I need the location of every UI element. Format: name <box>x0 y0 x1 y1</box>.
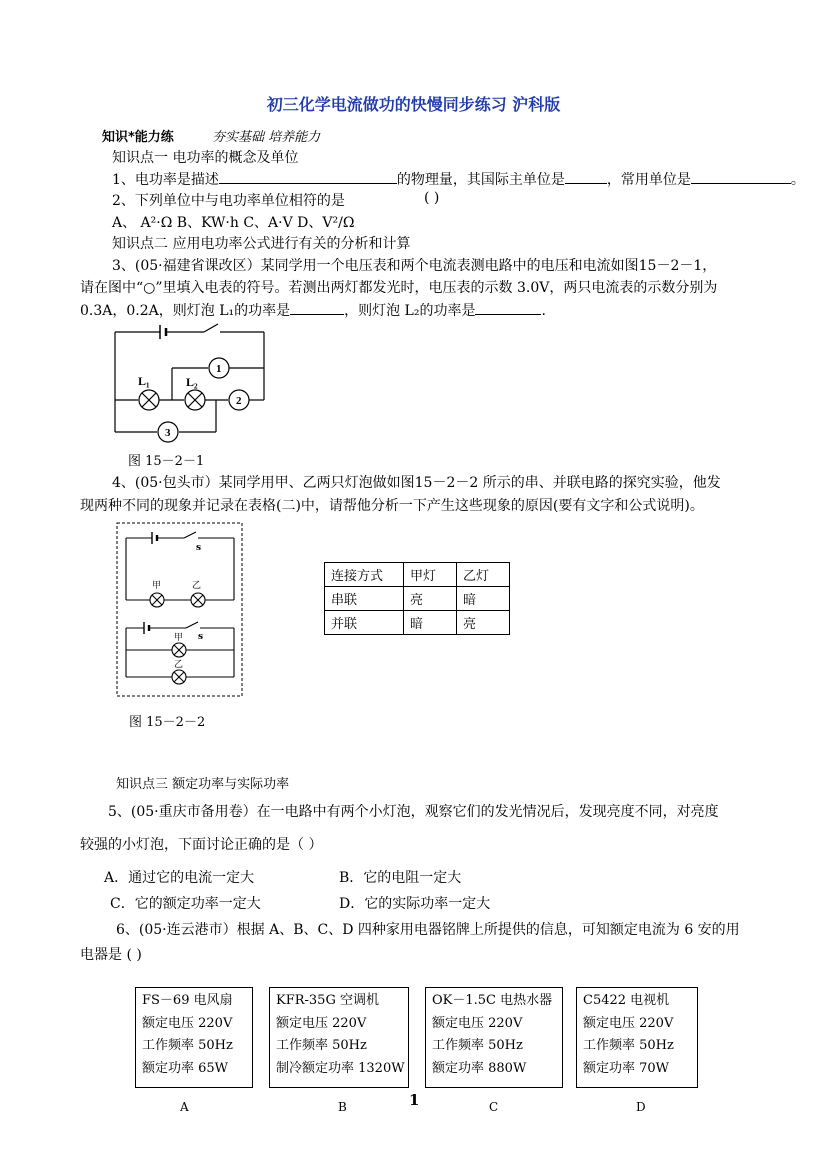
plate-line: 额定电压 220V <box>583 1015 674 1031</box>
figure-2-caption: 图 15－2－2 <box>129 715 206 730</box>
meter-3: 3 <box>165 427 171 439</box>
plate-line: 额定功率 70W <box>583 1060 670 1076</box>
q3-line-2: 请在图中“○”里填入电表的符号。若测出两灯都发光时，电压表的示数 3.0V，两只电流表的示数分别为 <box>80 280 718 296</box>
table-row <box>325 587 510 611</box>
table-header: 甲灯 <box>404 563 457 587</box>
answer-blank[interactable] <box>475 300 541 315</box>
q1-part-b: 的物理量，其国际主单位是 <box>396 172 565 188</box>
q5-option-d: D．它的实际功率一定大 <box>339 896 491 912</box>
q1-part-d: 。 <box>790 172 805 188</box>
page-number: 1 <box>409 1091 420 1109</box>
plate-line: 工作频率 50Hz <box>583 1038 674 1053</box>
plate-line: 额定电压 220V <box>276 1015 367 1031</box>
knowledge-point-2: 知识点二 应用电功率公式进行有关的分析和计算 <box>112 236 411 252</box>
meter-2: 2 <box>236 395 242 407</box>
plate-line: 额定电压 220V <box>432 1015 523 1031</box>
plate-line: FS－69 电风扇 <box>142 993 233 1008</box>
table-row <box>325 611 510 635</box>
circuit-diagram-1 <box>112 318 272 446</box>
q3-line-3 <box>80 300 546 320</box>
table-cell: 亮 <box>457 611 510 635</box>
lamp-jia-label-2: 甲 <box>174 633 184 643</box>
plate-line: 额定功率 880W <box>432 1060 527 1076</box>
answer-blank[interactable] <box>565 169 607 184</box>
label-L1: L₁ <box>138 374 150 388</box>
q4-line-1: 4、(05·包头市）某同学用甲、乙两只灯泡做如图15－2－2 所示的串、并联电路的探究实验，他发 <box>112 475 721 491</box>
lamp-yi-label-2: 乙 <box>174 660 184 670</box>
nameplate-a <box>135 987 253 1088</box>
knowledge-point-3: 知识点三 额定功率与实际功率 <box>116 777 290 792</box>
plate-label-d: D <box>636 1100 646 1114</box>
q2-answer-paren: ( ) <box>424 190 440 206</box>
q5-option-a: A．通过它的电流一定大 <box>104 870 255 886</box>
q5-line-2: 较强的小灯泡，下面讨论正确的是（ ） <box>80 837 323 853</box>
plate-line: C5422 电视机 <box>583 993 670 1008</box>
q3-line-1: 3、(05·福建省课改区）某同学用一个电压表和两个电流表测电路中的电压和电流如图15－2－1， <box>112 258 717 274</box>
plate-line: 工作频率 50Hz <box>432 1038 523 1053</box>
table-cell: 亮 <box>404 587 457 611</box>
table-cell: 暗 <box>457 587 510 611</box>
figure-1-caption: 图 15－2－1 <box>128 454 205 469</box>
nameplate-b <box>269 987 409 1088</box>
switch-label: s <box>196 543 202 553</box>
label-L2: L₂ <box>186 375 198 389</box>
plate-line: 工作频率 50Hz <box>276 1038 367 1053</box>
q6-line-1: 6、(05·连云港市）根据 A、B、C、D 四种家用电器铭牌上所提供的信息，可知额定电流为 6 安的用 <box>116 922 740 938</box>
q4-line-2: 现两种不同的现象并记录在表格(二)中，请帮他分析一下产生这些现象的原因(要有文字和公式说明)。 <box>80 498 704 514</box>
table-cell: 串联 <box>325 587 404 611</box>
plate-line: 工作频率 50Hz <box>142 1038 233 1053</box>
q1-part-c: ，常用单位是 <box>606 172 691 188</box>
switch-label-2: s <box>198 632 204 642</box>
table-header: 连接方式 <box>325 563 404 587</box>
q5-option-c: C．它的额定功率一定大 <box>110 896 261 912</box>
q3-text-b: ，则灯泡 L₂的功率是 <box>344 303 476 319</box>
q3-text-a: 0.3A，0.2A，则灯泡 L₁的功率是 <box>80 303 291 319</box>
q6-line-2: 电器是 ( ) <box>80 947 142 963</box>
lamp-jia-label: 甲 <box>152 581 162 591</box>
answer-blank[interactable] <box>691 169 791 184</box>
plate-line: OK－1.5C 电热水器 <box>432 993 553 1008</box>
observation-table <box>324 562 510 635</box>
plate-line: 额定功率 65W <box>142 1060 229 1076</box>
question-2: 2、下列单位中与电功率单位相符的是 <box>112 193 345 209</box>
q2-options: A、 A²·Ω B、KW·h C、A·V D、V²/Ω <box>112 215 355 231</box>
plate-label-a: A <box>180 1100 189 1114</box>
meter-1: 1 <box>216 363 222 375</box>
table-header-row <box>325 563 510 587</box>
plate-line: 额定电压 220V <box>142 1015 233 1031</box>
answer-blank[interactable] <box>290 300 344 315</box>
answer-blank[interactable] <box>219 169 397 184</box>
knowledge-point-1: 知识点一 电功率的概念及单位 <box>112 150 299 166</box>
q5-line-1: 5、(05·重庆市备用卷）在一电路中有两个小灯泡，观察它们的发光情况后，发现亮度不同，对亮度 <box>108 804 719 820</box>
lamp-yi-label: 乙 <box>192 581 202 591</box>
q5-option-b: B．它的电阻一定大 <box>339 870 462 886</box>
section-label: 知识*能力练 <box>102 130 174 145</box>
plate-line: 制冷额定功率 1320W <box>276 1060 405 1076</box>
question-1 <box>112 169 805 189</box>
nameplate-c <box>425 987 563 1088</box>
plate-label-c: C <box>489 1100 499 1114</box>
table-cell: 暗 <box>404 611 457 635</box>
nameplate-d <box>576 987 698 1088</box>
table-cell: 并联 <box>325 611 404 635</box>
q1-part-a: 1、电功率是描述 <box>112 172 219 188</box>
circuit-diagram-2 <box>116 522 244 698</box>
section-motto: 夯实基础 培养能力 <box>212 130 321 145</box>
q3-text-c: . <box>541 303 546 319</box>
plate-label-b: B <box>338 1100 347 1114</box>
plate-line: KFR-35G 空调机 <box>276 993 379 1008</box>
table-header: 乙灯 <box>457 563 510 587</box>
page-title: 初三化学电流做功的快慢同步练习 沪科版 <box>266 95 561 114</box>
